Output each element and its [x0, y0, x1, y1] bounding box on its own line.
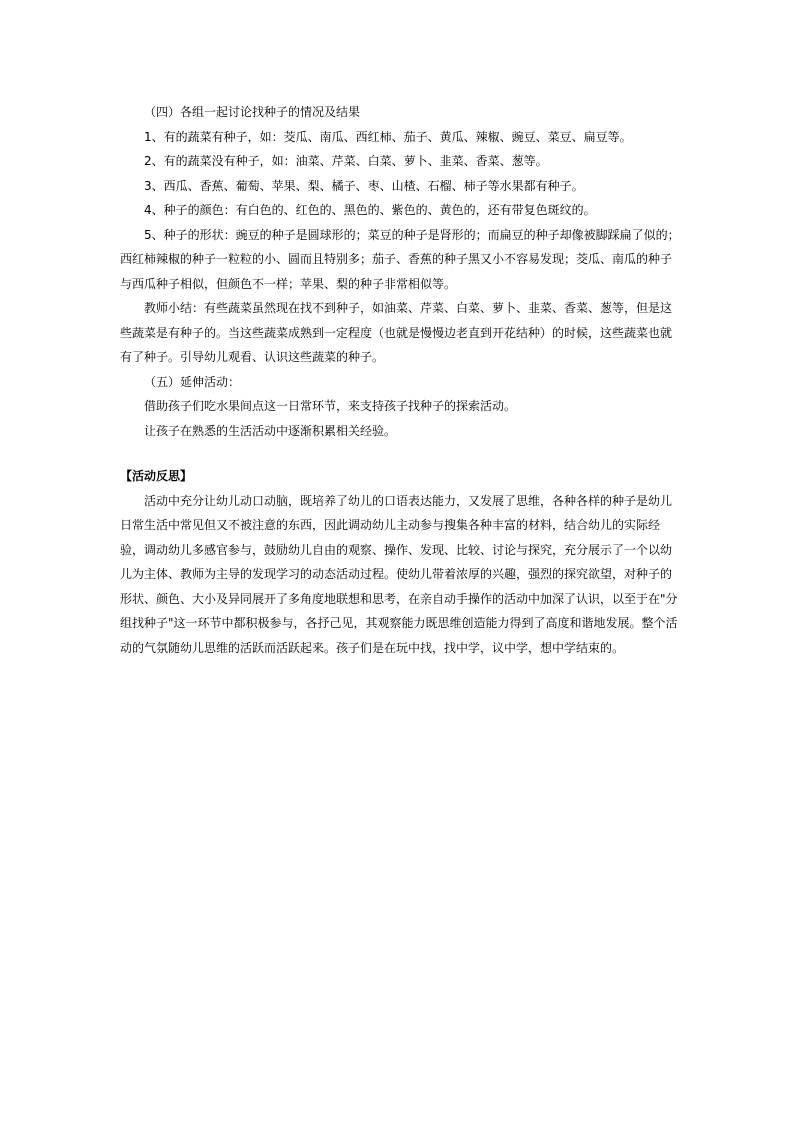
reflection-title: 【活动反思】 — [120, 469, 193, 483]
section-4-item-5: 5、种子的形状：豌豆的种子是圆球形的；菜豆的种子是肾形的；而扁豆的种子却像被脚踩扁了似的；西红柿辣椒的种子一粒粒的小、圆而且特别多；茄子、香蕉的种子黑又小不容易发现；茭瓜、南瓜的种子与西瓜种子相似，但颜色不一样；苹果、梨的种子非常相似等。 — [120, 227, 680, 291]
section-4-item-2: 2、有的蔬菜没有种子，如：油菜、芹菜、白菜、萝卜、韭菜、香菜、葱等。 — [144, 154, 548, 168]
section-4-item-4: 4、种子的颜色：有白色的、红色的、黑色的、紫色的、黄色的，还有带复色斑纹的。 — [144, 203, 596, 217]
section-5-line-1: 借助孩子们吃水果间点这一日常环节，来支持孩子找种子的探索活动。 — [144, 399, 517, 413]
document-content — [120, 100, 680, 660]
teacher-summary: 教师小结：有些蔬菜虽然现在找不到种子，如油菜、芹菜、白菜、萝卜、韭菜、香菜、葱等，但是这些蔬菜是有种子的。当这些蔬菜成熟到一定程度（也就是慢慢边老直到开花结种）的时候，这些蔬菜也就有了种子。引导幼儿观看、认识这些蔬菜的种子。 — [120, 301, 673, 364]
section-5-heading: （五）延伸活动： — [144, 374, 241, 389]
reflection-body: 活动中充分让幼儿动口动脑，既培养了幼儿的口语表达能力，又发展了思维，各种各样的种子是幼儿日常生活中常见但又不被注意的东西，因此调动幼儿主动参与搜集各种丰富的材料，结合幼儿的实际经验，调动幼儿多感官参与，鼓励幼儿自由的观察、操作、发现、比较、讨论与探究，充分展示了一个以幼儿为主体、教师为主导的发现学习的动态活动过程。使幼儿带着浓厚的兴趣，强烈的探究欲望，对种子的形状、颜色、大小及异同展开了多角度地联想和思考，在亲自动手操作的活动中加深了认识，以至于在"分组找种子"这一环节中都积极参与，各抒己见，其观察能力既思维创造能力得到了高度和谐地发展。整个活动的气氛随幼儿思维的活跃而活跃起来。孩子们是在玩中找，找中学，议中学，想中学结束的。 — [120, 493, 678, 655]
section-spacer — [120, 443, 680, 464]
section-4-heading: （四）各组一起讨论找种子的情况及结果 — [144, 105, 361, 119]
section-5-line-2: 让孩子在熟悉的生活活动中逐渐积累相关经验。 — [144, 423, 397, 438]
section-4-item-1: 1、有的蔬菜有种子，如：茭瓜、南瓜、西红柿、茄子、黄瓜、辣椒、豌豆、菜豆、扁豆等。 — [144, 129, 632, 144]
section-4-item-3: 3、西瓜、香蕉、葡萄、苹果、梨、橘子、枣、山楂、石榴、柿子等水果都有种子。 — [144, 178, 584, 193]
